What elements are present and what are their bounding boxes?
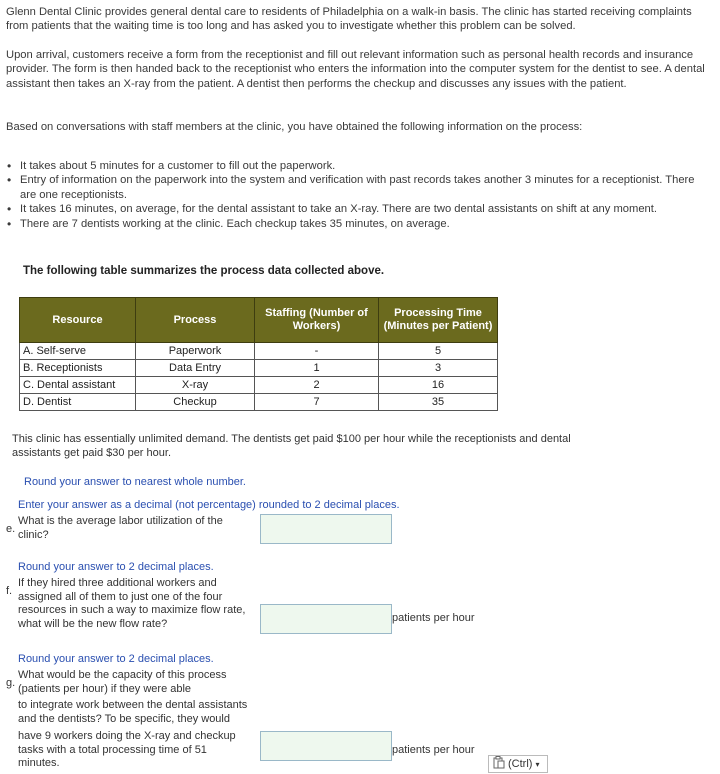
process-table bbox=[19, 297, 498, 411]
cell-resource: D. Dentist bbox=[20, 394, 136, 411]
cell-resource: A. Self-serve bbox=[20, 343, 136, 360]
header-staffing: Staffing (Number of Workers) bbox=[255, 298, 379, 343]
cell-staffing: 2 bbox=[255, 377, 379, 394]
answer-g-input[interactable] bbox=[260, 731, 392, 761]
cell-process: Paperwork bbox=[136, 343, 255, 360]
question-e-instruction: Enter your answer as a decimal (not percentage) rounded to 2 decimal places. bbox=[18, 499, 400, 511]
cell-time: 16 bbox=[379, 377, 498, 394]
cell-staffing: - bbox=[255, 343, 379, 360]
question-f-instruction: Round your answer to 2 decimal places. bbox=[18, 561, 214, 573]
question-g-letter: g. bbox=[6, 677, 16, 689]
table-row bbox=[20, 394, 498, 411]
question-g-text-a: What would be the capacity of this process (patients per hour) if they were able bbox=[18, 669, 227, 695]
question-f-text: If they hired three additional workers and assigned all of them to just one of the four resources in such a way to maximize flow rate, what will be the new flow rate? bbox=[18, 577, 246, 630]
list-item: • Entry of information on the paperwork into the system and verification with past records takes another 3 minutes for a receptionist. There are one receptionists. bbox=[6, 173, 711, 202]
answer-e-input[interactable] bbox=[260, 514, 392, 544]
chevron-down-icon: ▾ bbox=[535, 759, 540, 769]
question-e-letter: e. bbox=[6, 523, 16, 535]
question-g-text-c: have 9 workers doing the X-ray and checkup tasks with a total processing time of 51 minutes. bbox=[18, 730, 236, 770]
question-g-text-b: to integrate work between the dental assistants and the dentists? To be specific, they would bbox=[18, 699, 248, 725]
question-e-text: What is the average labor utilization of the clinic? bbox=[18, 515, 223, 541]
header-process: Process bbox=[136, 298, 255, 343]
cell-resource: B. Receptionists bbox=[20, 360, 136, 377]
cell-staffing: 7 bbox=[255, 394, 379, 411]
list-item: • It takes about 5 minutes for a customer to fill out the paperwork. bbox=[6, 159, 711, 173]
question-f-letter: f. bbox=[6, 585, 13, 597]
header-resource: Resource bbox=[20, 298, 136, 343]
rounding-instruction: Round your answer to nearest whole number. bbox=[24, 476, 246, 488]
demand-note: This clinic has essentially unlimited demand. The dentists get paid $100 per hour while the receptionists and dental assistants get paid $30 per hour. bbox=[12, 433, 571, 459]
cell-resource: C. Dental assistant bbox=[20, 377, 136, 394]
paste-options-button[interactable] bbox=[488, 755, 548, 773]
cell-process: Data Entry bbox=[136, 360, 255, 377]
answer-g-unit: patients per hour bbox=[392, 744, 475, 756]
process-info-list bbox=[6, 159, 711, 231]
cell-process: Checkup bbox=[136, 394, 255, 411]
list-item: • There are 7 dentists working at the clinic. Each checkup takes 35 minutes, on average. bbox=[6, 217, 711, 231]
cell-process: X-ray bbox=[136, 377, 255, 394]
question-g-instruction: Round your answer to 2 decimal places. bbox=[18, 653, 214, 665]
intro-paragraph-3: Based on conversations with staff members at the clinic, you have obtained the following information on the process: bbox=[6, 121, 583, 133]
cell-time: 35 bbox=[379, 394, 498, 411]
paste-options-label: (Ctrl) bbox=[508, 758, 533, 770]
table-row bbox=[20, 377, 498, 394]
answer-f-input[interactable] bbox=[260, 604, 392, 634]
list-item: • It takes 16 minutes, on average, for the dental assistant to take an X-ray. There are two dental assistants on shift at any moment. bbox=[6, 202, 711, 216]
table-row bbox=[20, 343, 498, 360]
table-row bbox=[20, 360, 498, 377]
cell-time: 3 bbox=[379, 360, 498, 377]
clipboard-icon bbox=[493, 756, 505, 772]
answer-f-unit: patients per hour bbox=[392, 612, 475, 624]
intro-paragraph-2: Upon arrival, customers receive a form from the receptionist and fill out relevant information such as personal health records and insurance provider. The form is then handed back to the receptionist who enters the information into the computer system for the dentist to see. A dental assistant then takes an X-ray from the patient. A dentist then performs the checkup and discusses any issues with the patient. bbox=[6, 49, 705, 90]
cell-staffing: 1 bbox=[255, 360, 379, 377]
cell-time: 5 bbox=[379, 343, 498, 360]
header-processing-time: Processing Time (Minutes per Patient) bbox=[379, 298, 498, 343]
intro-paragraph-1: Glenn Dental Clinic provides general dental care to residents of Philadelphia on a walk-in basis. The clinic has started receiving complaints from patients that the waiting time is too long and has asked you to investigate whether this problem can be solved. bbox=[6, 6, 692, 33]
table-title: The following table summarizes the process data collected above. bbox=[23, 265, 385, 277]
